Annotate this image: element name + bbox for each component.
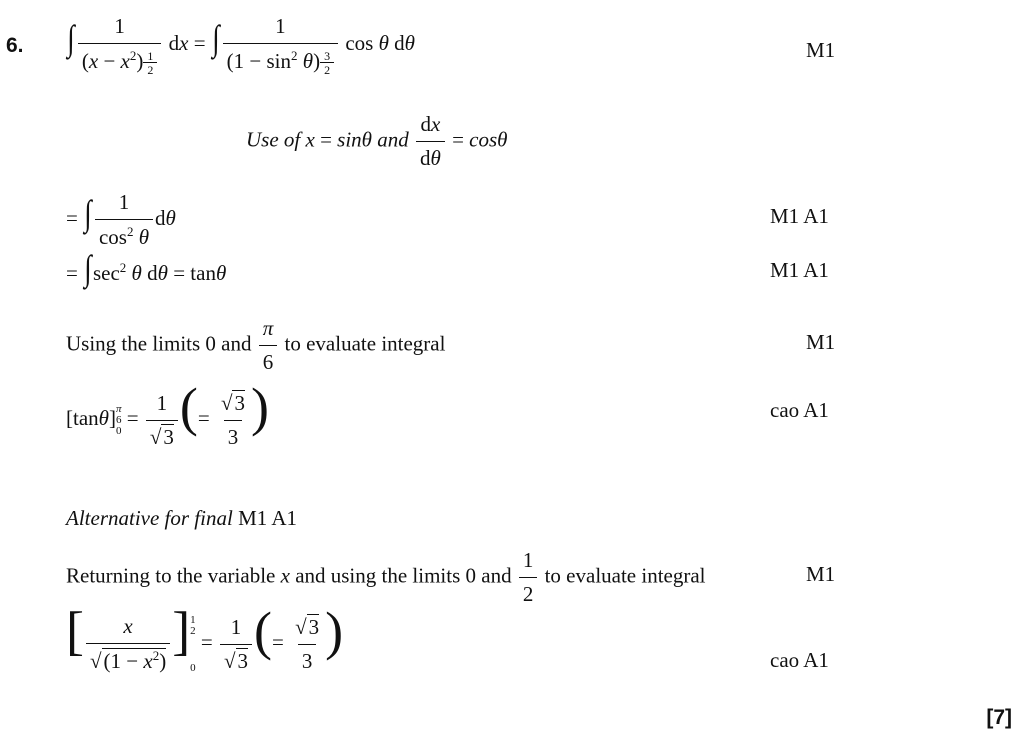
mark-cos-squared: M1 A1 (770, 204, 829, 228)
limits-line: Using the limits 0 and $\frac{\pi}{6}$ to evaluate integral (66, 316, 446, 374)
mark-return: M1 (806, 562, 836, 586)
evaluation-2: [ $\frac{x}{√(1 - x^2)}$ ] 1 2 0 = $\frac{1}{√3}$ (= $\frac{√3}{3}$ ) (66, 601, 344, 674)
alternative-heading: Alternative for final M1 A1 (66, 506, 297, 530)
mark-eval-2: cao A1 (770, 648, 829, 672)
substitution-note: Use of x = sinθ and $\frac{dx}{d\theta}$ = cosθ (246, 112, 508, 170)
evaluation-1: [tanθ] π 6 0 = $\frac{1}{√3}$ (= $\frac{√3}{3}$ ) (66, 377, 269, 449)
integral-line-1: ∫ 1 $(x - x^2)$ $\frac{1}{2}$ dx = ∫ 1 $(1 - \sin^2 \theta)$ $\frac{3}{2}$ cos θ dθ (67, 14, 415, 77)
mark-eval-1: cao A1 (770, 398, 829, 422)
mark-limits: M1 (806, 330, 836, 354)
total-marks: [7] (986, 706, 1012, 729)
mark-line-1: M1 (806, 38, 836, 62)
question-number: 6. (6, 34, 24, 57)
integral-sec-squared: = $\int\sec^2$ θ dθ = tanθ (66, 248, 227, 288)
return-line: Returning to the variable x and using the limits 0 and $\frac{1}{2}$ to evaluate integral (66, 548, 706, 606)
mark-sec-squared: M1 A1 (770, 258, 829, 282)
integral-cos-squared: = ∫ $\frac{1}{\cos^2 \theta}$ dθ (66, 190, 176, 249)
